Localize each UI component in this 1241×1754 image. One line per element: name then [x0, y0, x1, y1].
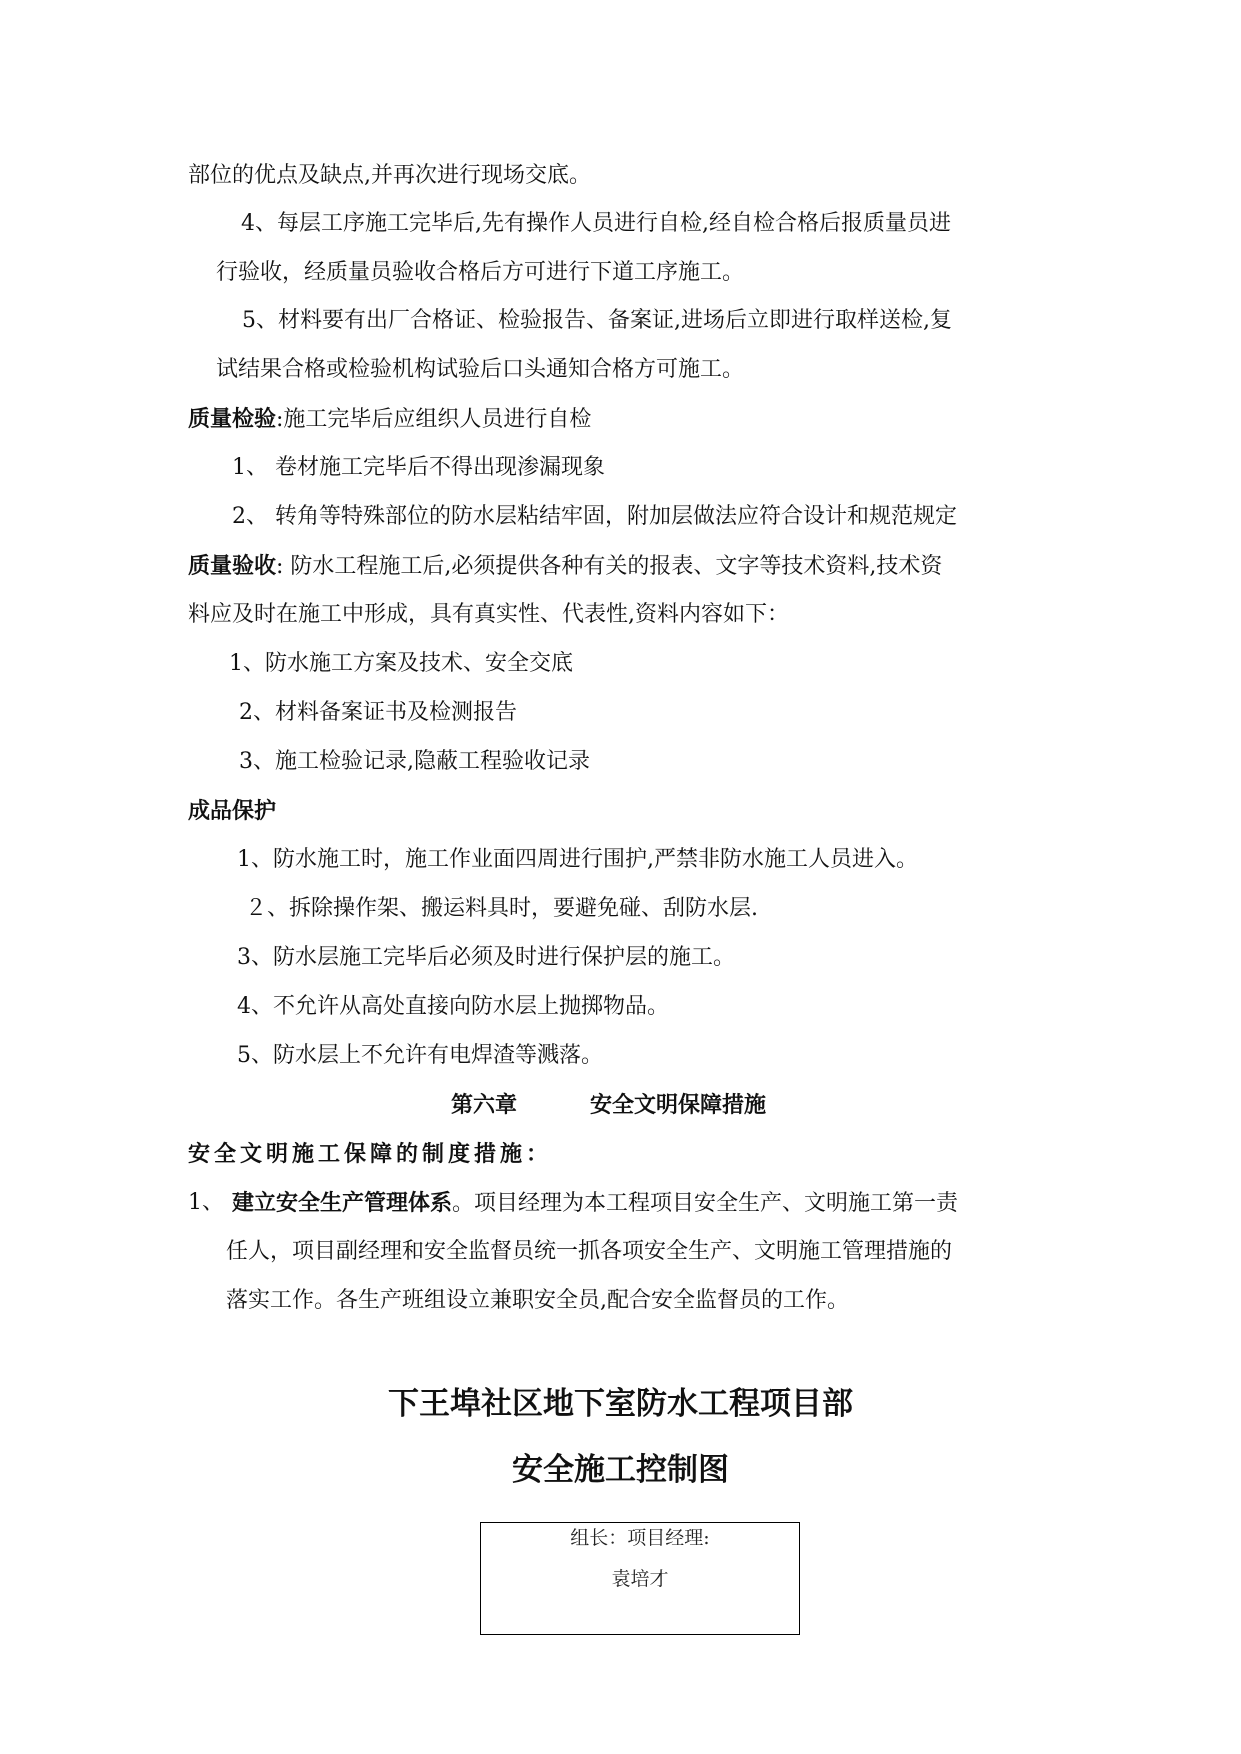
list-item: 3、防水层施工完毕后必须及时进行保护层的施工。: [237, 945, 735, 970]
quality-inspection-line: [188, 405, 591, 434]
item-text: 。项目经理为本工程项目安全生产、文明施工第一责: [452, 1191, 959, 1216]
section-heading: 安全文明施工保障的制度措施：: [188, 1141, 553, 1167]
section-heading: 质量检验: [188, 406, 277, 432]
text-line: 行验收，经质量员验收合格后方可进行下道工序施工。: [216, 260, 745, 285]
text-line: 试结果合格或检验机构试验后口头通知合格方可施工。: [216, 357, 745, 382]
quality-acceptance-line: [188, 552, 942, 581]
page-subtitle: 安全施工控制图: [512, 1452, 729, 1488]
text-line: 料应及时在施工中形成，具有真实性、代表性,资料内容如下：: [188, 602, 789, 627]
box-role: 组长：项目经理:: [570, 1527, 710, 1549]
text-line: 落实工作。各生产班组设立兼职安全员,配合安全监督员的工作。: [226, 1288, 849, 1313]
page-title: 下王埠社区地下室防水工程项目部: [388, 1386, 853, 1422]
org-chart-box: [480, 1522, 800, 1635]
list-item: 1、防水施工时，施工作业面四周进行围护,严禁非防水施工人员进入。: [237, 847, 918, 872]
chapter-title: 安全文明保障措施: [590, 1092, 767, 1118]
text-line: 4、每层工序施工完毕后,先有操作人员进行自检,经自检合格后报质量员进: [241, 211, 951, 236]
item-heading: 建立安全生产管理体系: [232, 1190, 453, 1216]
section-heading: 成品保护: [188, 798, 277, 824]
box-name: 袁培才: [611, 1568, 669, 1590]
list-item: 2、 转角等特殊部位的防水层粘结牢固，附加层做法应符合设计和规范规定: [232, 504, 957, 529]
list-item: 1、 卷材施工完毕后不得出现渗漏现象: [232, 455, 605, 480]
chapter-number: 第六章: [451, 1092, 518, 1118]
list-item: 3、施工检验记录,隐蔽工程验收记录: [239, 749, 590, 774]
list-item: 5、防水层上不允许有电焊渣等溅落。: [237, 1043, 603, 1068]
list-item: ２、拆除操作架、搬运料具时，要避免碰、刮防水层.: [245, 896, 758, 921]
list-item: 4、不允许从高处直接向防水层上抛掷物品。: [237, 994, 669, 1019]
list-item: [232, 1189, 958, 1218]
section-heading: 质量验收: [188, 553, 277, 579]
text-line: 5、材料要有出厂合格证、检验报告、备案证,进场后立即进行取样送检,复: [242, 308, 952, 333]
section-text: :施工完毕后应组织人员进行自检: [276, 407, 592, 432]
list-item-number: 1、: [188, 1190, 224, 1215]
list-item: 1、防水施工方案及技术、安全交底: [229, 651, 573, 676]
text-line: 部位的优点及缺点,并再次进行现场交底。: [188, 163, 591, 188]
section-text: : 防水工程施工后,必须提供各种有关的报表、文字等技术资料,技术资: [276, 554, 943, 579]
text-line: 任人，项目副经理和安全监督员统一抓各项安全生产、文明施工管理措施的: [226, 1239, 953, 1264]
list-item: 2、材料备案证书及检测报告: [239, 700, 517, 725]
